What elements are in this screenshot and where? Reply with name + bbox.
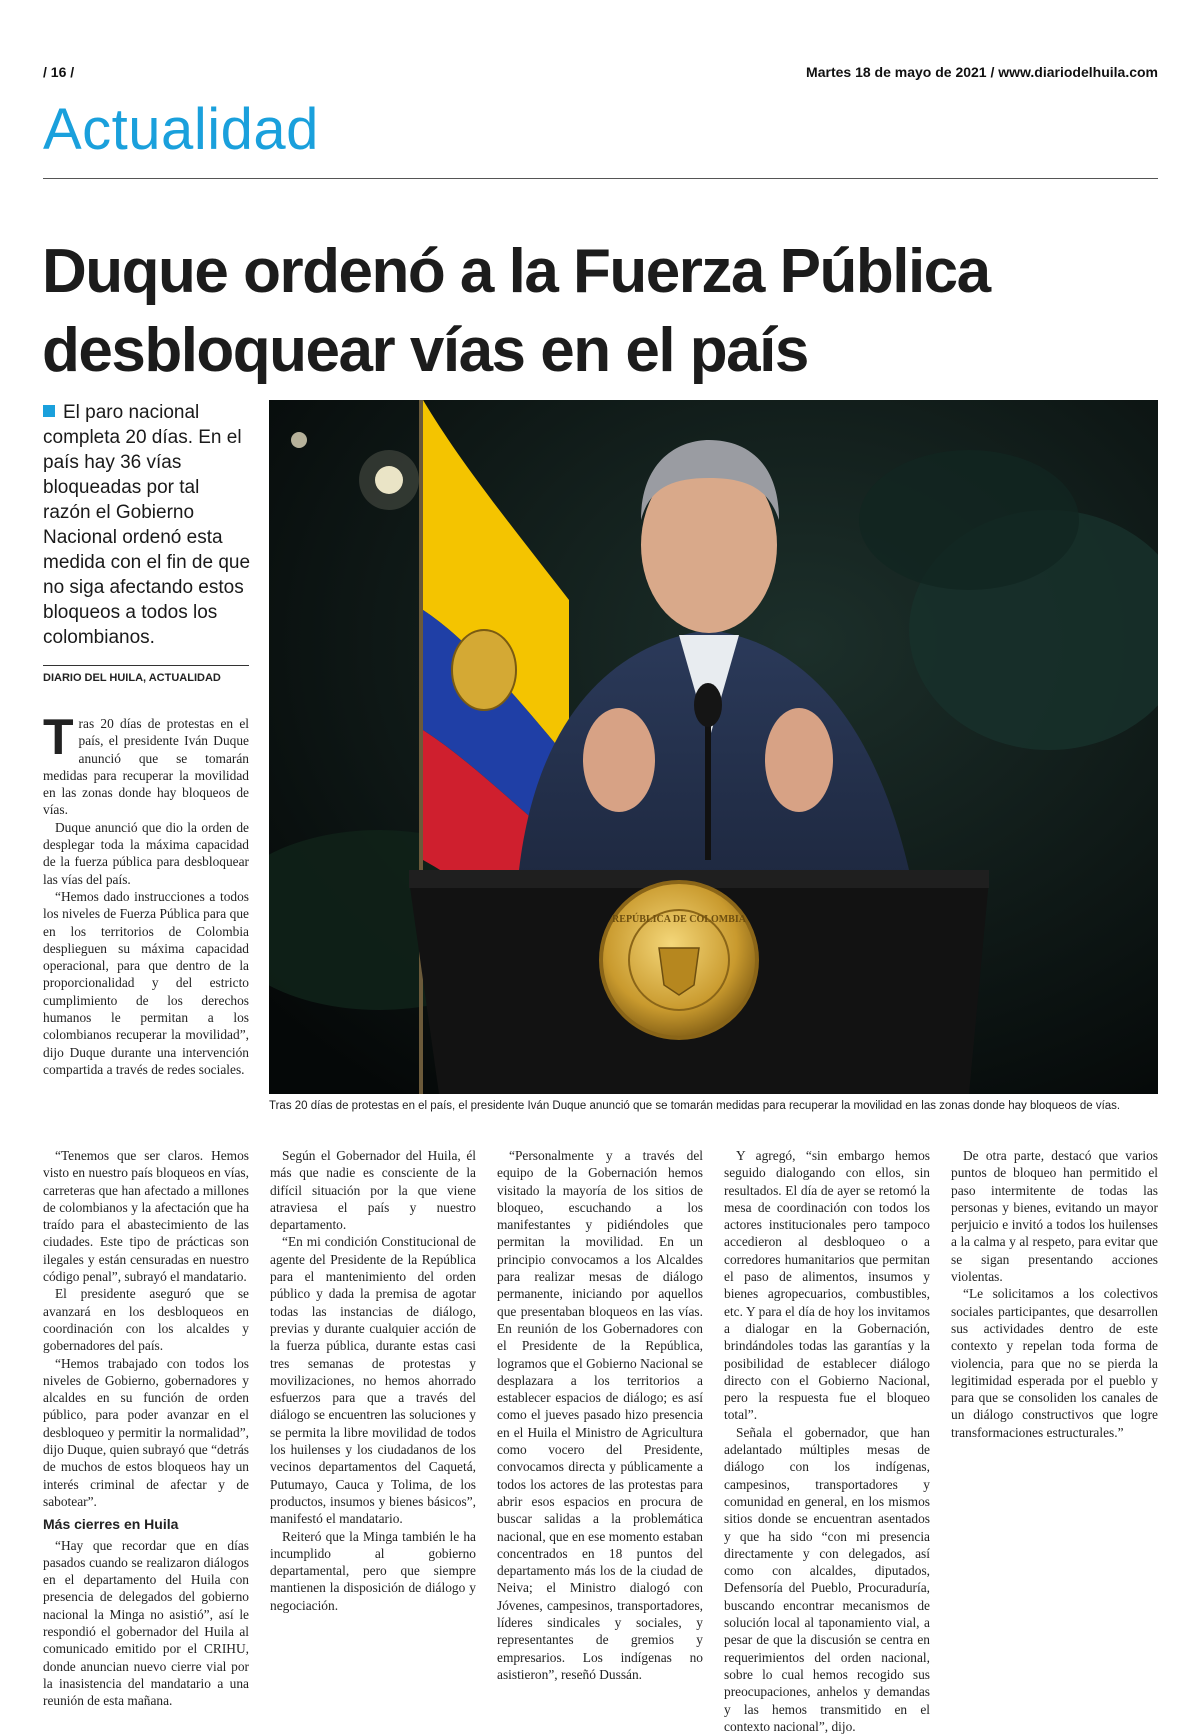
article-column-3 <box>497 1147 703 1683</box>
article-column-1-top <box>43 709 249 1078</box>
body-paragraph: Señala el gobernador, que han adelantado múltiples mesas de diálogo con los indígenas, campesinos, transportadores y comunidad en general, en los mismos sitios donde se encuentran asentados y que ha sido “con mi presencia directamente y con delegados, así como con alcaldes, diputados, Defensoría del Pueblo, Procuraduría, buscando encontrar mecanismos de solución local al taponamiento vial, a pesar de que la discusión se centra en requerimientos del orden nacional, sobre lo cual hemos recogido sus preocupaciones, anhelos y demandas y las hemos transmitido en el contexto nacional”, dijo. <box>724 1424 930 1734</box>
article-column-1-bottom <box>43 1147 249 1710</box>
subheading: Más cierres en Huila <box>43 1516 179 1533</box>
body-paragraph: El presidente aseguró que se avanzará en los desbloqueos en coordinación con los alcaldes y gobernadores del país. <box>43 1286 249 1354</box>
body-paragraph: Tras 20 días de protestas en el país, el presidente Iván Duque anunció que se tomarán medidas para recuperar la movilidad en las zonas donde hay bloqueos de vías. <box>43 709 249 818</box>
bullet-square-icon <box>43 405 55 417</box>
section-title: Actualidad <box>43 97 319 162</box>
street-light-glow <box>359 450 419 510</box>
body-paragraph: “Personalmente y a través del equipo de la Gobernación hemos visitado la mayoría de los sitios de bloqueo, escuchando a los manifestantes y pidiéndoles que permitan la movilidad. En un principio convocamos a los Alcaldes para realizar mesas de diálogo permanente, iniciando por aquellos que presentaban bloqueos en las vías. En reunión de los Gobernadores con el Presidente de la República, logramos que el Gobierno Nacional se desplazara a los territorios a establecer espacios de diálogo; es así como el jueves pasado hizo presencia en el Huila el Ministro de Agricultura como vocero del Presidente, convocamos directa y públicamente a todos los actores de las protestas para abrir esos espacios en procura de buscar salidas a la problemática nacional, que en ese momento estaban concentrados en 18 puntos del departamento más los de la ciudad de Neiva; el Ministro dialogó con Jóvenes, campesinos, transportadores, líderes sindicales y sociales, y representantes de gremios y empresarios. Los indígenas no asistieron”, reseñó Dussán. <box>497 1148 703 1682</box>
speaker-left-hand <box>583 708 655 812</box>
byline: DIARIO DEL HUILA, ACTUALIDAD <box>43 672 221 684</box>
body-paragraph: “Le solicitamos a los colectivos sociales participantes, que desarrollen sus actividades dentro de este contexto y repelan toda forma de violencia, para que no se pierda la legitimidad esperada por el pueblo y para que se consoliden los canales de un diálogo constructivos que logre transformaciones estructurales.” <box>951 1286 1158 1440</box>
site-url[interactable]: www.diariodelhuila.com <box>998 64 1158 80</box>
body-paragraph: “Hay que recordar que en días pasados cuando se realizaron diálogos en el departamento del Huila con presencia de delegados del gobierno nacional la Minga no asistió”, así le respondió el gobernador del Huila al comunicado emitido por el CRIHU, donde anuncian nuevo cierre vial por la inasistencia del mandatario a una reunión de esta mañana. <box>43 1537 249 1709</box>
speaker-right-hand <box>765 708 833 812</box>
article-column-5 <box>951 1147 1158 1441</box>
flag-coat-of-arms <box>452 630 516 710</box>
body-paragraph: “En mi condición Constitucional de agente del Presidente de la República para el mantenimiento del orden público y dada la premisa de agotar todas las instancias de diálogo, previas y durante cualquier acción de la fuerza pública, durante estas casi tres semanas de protestas y movilizaciones, no hemos ahorrado esfuerzos para que a través del diálogo se encuentren las soluciones y se permita la libre movilidad de todos los huilenses y los ciudadanos de los vecinos departamentos del Caquetá, Putumayo, Cauca y Tolima, de los productos, insumos y bienes básicos”, manifestó el mandatario. <box>270 1234 476 1527</box>
tree-foliage-top <box>859 450 1079 590</box>
article-column-2 <box>270 1147 476 1614</box>
body-paragraph: Y agregó, “sin embargo hemos seguido dialogando con ellos, sin resultados. El día de ayer se retomó la mesa de coordinación con todos los actores institucionales pero tampoco accedieron al desbloqueo o a corredores humanitarios que permitan el paso de alimentos, insumos y bienes agropecuarios, combustibles, etc. Y para el día de hoy los invitamos a dialogar en la Gobernación, brindándoles todas las garantías y la posibilidad de establecer diálogo directo con el Gobierno Nacional, pero la respuesta fue el bloqueo total”. <box>724 1148 930 1423</box>
body-paragraph: Según el Gobernador del Huila, él más que nadie es consciente de la difícil situación por la que viene atraviesa el país y nuestro departamento. <box>270 1148 476 1233</box>
body-paragraph: Reiteró que la Minga también le ha incumplido al gobierno departamental, pero que siempre mantienen la disposición de diálogo y negociación. <box>270 1528 476 1613</box>
microphone-icon <box>694 683 722 727</box>
flag-pole <box>419 400 423 1094</box>
issue-date: Martes 18 de mayo de 2021 <box>806 64 987 80</box>
street-light-far <box>291 432 307 448</box>
photo-caption: Tras 20 días de protestas en el país, el presidente Iván Duque anunció que se tomarán medidas para recuperar la movilidad en las zonas donde hay bloqueos de vías. <box>269 1100 1121 1112</box>
body-paragraph: “Hemos dado instrucciones a todos los niveles de Fuerza Pública para que en los territorios de Colombia desplieguen su máxima capacidad operacional, para que dentro de la proporcionalidad y del estricto cumplimiento de los derechos humanos le permitan a los colombianos recuperar la movilidad”, dijo Duque durante una intervención compartida a través de redes sociales. <box>43 888 249 1077</box>
headline-line-2: desbloquear vías en el país <box>42 316 808 385</box>
lead-text: El paro nacional completa 20 días. En el país hay 36 vías bloqueadas por tal razón el Gobierno Nacional ordenó esta medida con el fin de que no siga afectando estos bloqueos a todos los colombianos. <box>43 402 251 648</box>
header-separator: / <box>986 64 999 80</box>
section-divider <box>43 178 1158 179</box>
page-number: / 16 / <box>43 64 75 80</box>
byline-divider <box>43 665 249 666</box>
lead-summary <box>43 400 251 650</box>
headline <box>42 232 1162 390</box>
page-header-right <box>806 64 1158 80</box>
body-paragraph: De otra parte, destacó que varios puntos de bloqueo han permitido el paso intermitente de todas las personas y bienes, evitando un mayor perjuicio e invitó a todos los huilenses a la calma y al respeto, para evitar que se sigan presentando acciones violentas. <box>951 1148 1158 1285</box>
podium-seal-text: REPÚBLICA DE COLOMBIA <box>612 914 746 925</box>
headline-line-1: Duque ordenó a la Fuerza Pública <box>42 237 990 306</box>
body-paragraph: “Tenemos que ser claros. Hemos visto en nuestro país bloqueos en vías, carreteras que han afectado a millones de colombianos y la afectación que ha traído para el abastecimiento de las ciudades. Este tipo de prácticas son ilegales y están censuradas en nuestro código penal”, subrayó el mandatario. <box>43 1148 249 1285</box>
body-paragraph: Duque anunció que dio la orden de desplegar toda la máxima capacidad de la fuerza pública para desbloquear las vías del país. <box>43 819 249 887</box>
drop-cap: T <box>43 709 74 765</box>
body-paragraph: “Hemos trabajado con todos los niveles de Gobierno, gobernadores y alcaldes en su función de orden público, para poder avanzar en el desbloqueo y permitir la normalidad”, dijo Duque, quien subrayó que “detrás de muchos de estos bloqueos hay un interés criminal de afectar y de sabotear”. <box>43 1355 250 1509</box>
article-column-4 <box>724 1147 930 1735</box>
article-photo <box>269 400 1158 1094</box>
